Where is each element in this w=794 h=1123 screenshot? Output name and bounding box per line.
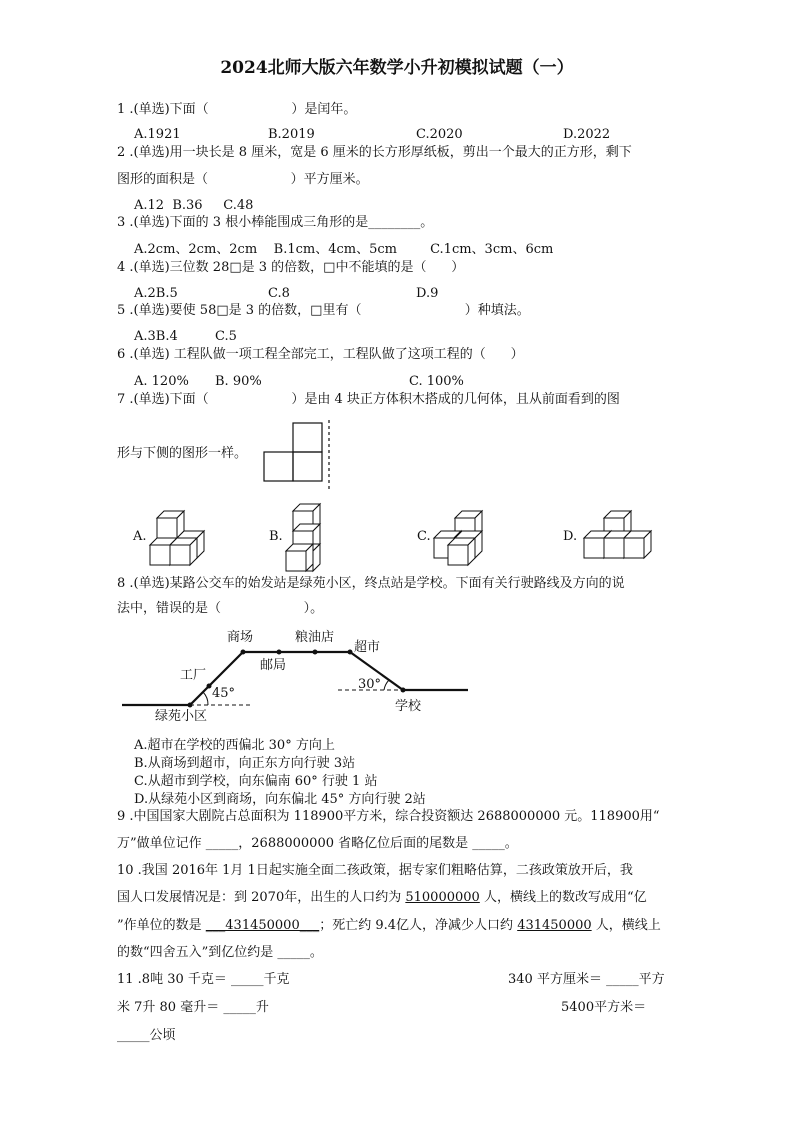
question-10-line1: 10 .我国 2016年 1月 1日起实施全面二孩政策，据专家们粗略估算，二孩政策放开后，我	[117, 863, 633, 878]
question-7-option-a-label: A.	[133, 529, 147, 544]
question-2-options: A.12 B.36 C.48	[134, 198, 254, 213]
question-4-option-d: D.9	[416, 286, 439, 301]
question-9-line2: 万”做单位记作 _____，2688000000 省略亿位后面的尾数是 _____。	[117, 836, 518, 851]
map-label-angle-45: 45°	[212, 686, 236, 701]
question-11-part4: 5400平方米＝	[561, 1000, 647, 1015]
map-label-angle-30: 30°	[358, 677, 382, 692]
question-8-stem-line2: 法中，错误的是（ ）。	[117, 601, 324, 616]
question-10-line4: 的数“四舍五入”到亿位约是 _____。	[117, 945, 323, 960]
question-7-option-c-label: C.	[417, 529, 431, 544]
question-11-part3: 米 7升 80 毫升＝ _____升	[117, 1000, 269, 1015]
question-11-part1: 11 .8吨 30 千克＝ _____千克	[117, 972, 290, 987]
question-6-option-b: B. 90%	[215, 374, 262, 389]
question-2-stem-line1: 2 .(单选)用一块长是 8 厘米，宽是 6 厘米的长方形厚纸板，剪出一个最大的正方形，剩下	[117, 145, 632, 160]
question-1-option-a: A.1921	[134, 127, 181, 142]
question-3-options: A.2cm、2cm、2cm B.1cm、4cm、5cm C.1cm、3cm、6cm	[134, 242, 554, 257]
question-8-option-a: A.超市在学校的西偏北 30° 方向上	[134, 738, 335, 753]
map-label-factory: 工厂	[180, 668, 207, 683]
question-8-option-c: C.从超市到学校，向东偏南 60° 行驶 1 站	[134, 774, 378, 789]
map-label-supermarket: 超市	[354, 640, 381, 655]
question-7-option-b-label: B.	[269, 529, 283, 544]
question-10-line2: 国人口发展情况是：到 2070年，出生的人口约为 510000000 人，横线上的数改写成用“亿	[117, 890, 647, 905]
question-11-part2: 340 平方厘米＝ _____平方	[508, 972, 665, 987]
question-11-part5: _____公顷	[117, 1028, 176, 1043]
question-9-line1: 9 .中国国家大剧院占总面积为 118900平方米，综合投资额达 2688000000 元。118900用“	[117, 809, 660, 824]
question-7-option-d-label: D.	[563, 529, 578, 544]
question-5-option-ab: A.3B.4	[134, 329, 178, 344]
question-8-option-d: D.从绿苑小区到商场，向东偏北 45° 方向行驶 2站	[134, 792, 426, 807]
question-1-stem: 1 .(单选)下面（ ）是闰年。	[117, 102, 357, 117]
question-7-stem-line2: 形与下侧的图形一样。	[117, 446, 248, 461]
page-title: 2024北师大版六年数学小升初模拟试题（一）	[220, 58, 574, 78]
question-8-option-b: B.从商场到超市，向正东方向行驶 3站	[134, 756, 356, 771]
question-3-stem: 3 .(单选)下面的 3 根小棒能围成三角形的是________。	[117, 215, 434, 230]
question-1-option-b: B.2019	[268, 127, 315, 142]
question-5-stem: 5 .(单选)要使 58□是 3 的倍数，□里有（ ）种填法。	[117, 303, 530, 318]
question-4-stem: 4 .(单选)三位数 28□是 3 的倍数，□中不能填的是（ ）	[117, 260, 465, 275]
question-6-option-a: A. 120%	[134, 374, 189, 389]
question-10-line3: ”作单位的数是 ___431450000___；死亡约 9.4亿人，净减少人口约 431450000 人，横线上	[117, 918, 661, 933]
question-2-stem-line2: 图形的面积是（ ）平方厘米。	[117, 172, 369, 187]
question-1-option-c: C.2020	[416, 127, 463, 142]
map-label-start: 绿苑小区	[155, 709, 208, 724]
question-8-stem-line1: 8 .(单选)某路公交车的始发站是绿苑小区，终点站是学校。下面有关行驶路线及方向的说	[117, 576, 625, 591]
map-label-grain-store: 粮油店	[295, 630, 335, 645]
question-7-stem-line1: 7 .(单选)下面（ ）是由 4 块正方体积木搭成的几何体，且从前面看到的图	[117, 392, 620, 407]
question-1-option-d: D.2022	[563, 127, 611, 142]
map-label-mall: 商场	[227, 630, 254, 645]
question-4-option-c: C.8	[268, 286, 290, 301]
map-label-post-office: 邮局	[260, 658, 287, 673]
question-6-option-c: C. 100%	[409, 374, 464, 389]
map-label-school: 学校	[395, 699, 422, 714]
question-5-option-c: C.5	[215, 329, 237, 344]
question-6-stem: 6 .(单选) 工程队做一项工程全部完工，工程队做了这项工程的（ ）	[117, 347, 524, 362]
question-4-option-ab: A.2B.5	[134, 286, 178, 301]
